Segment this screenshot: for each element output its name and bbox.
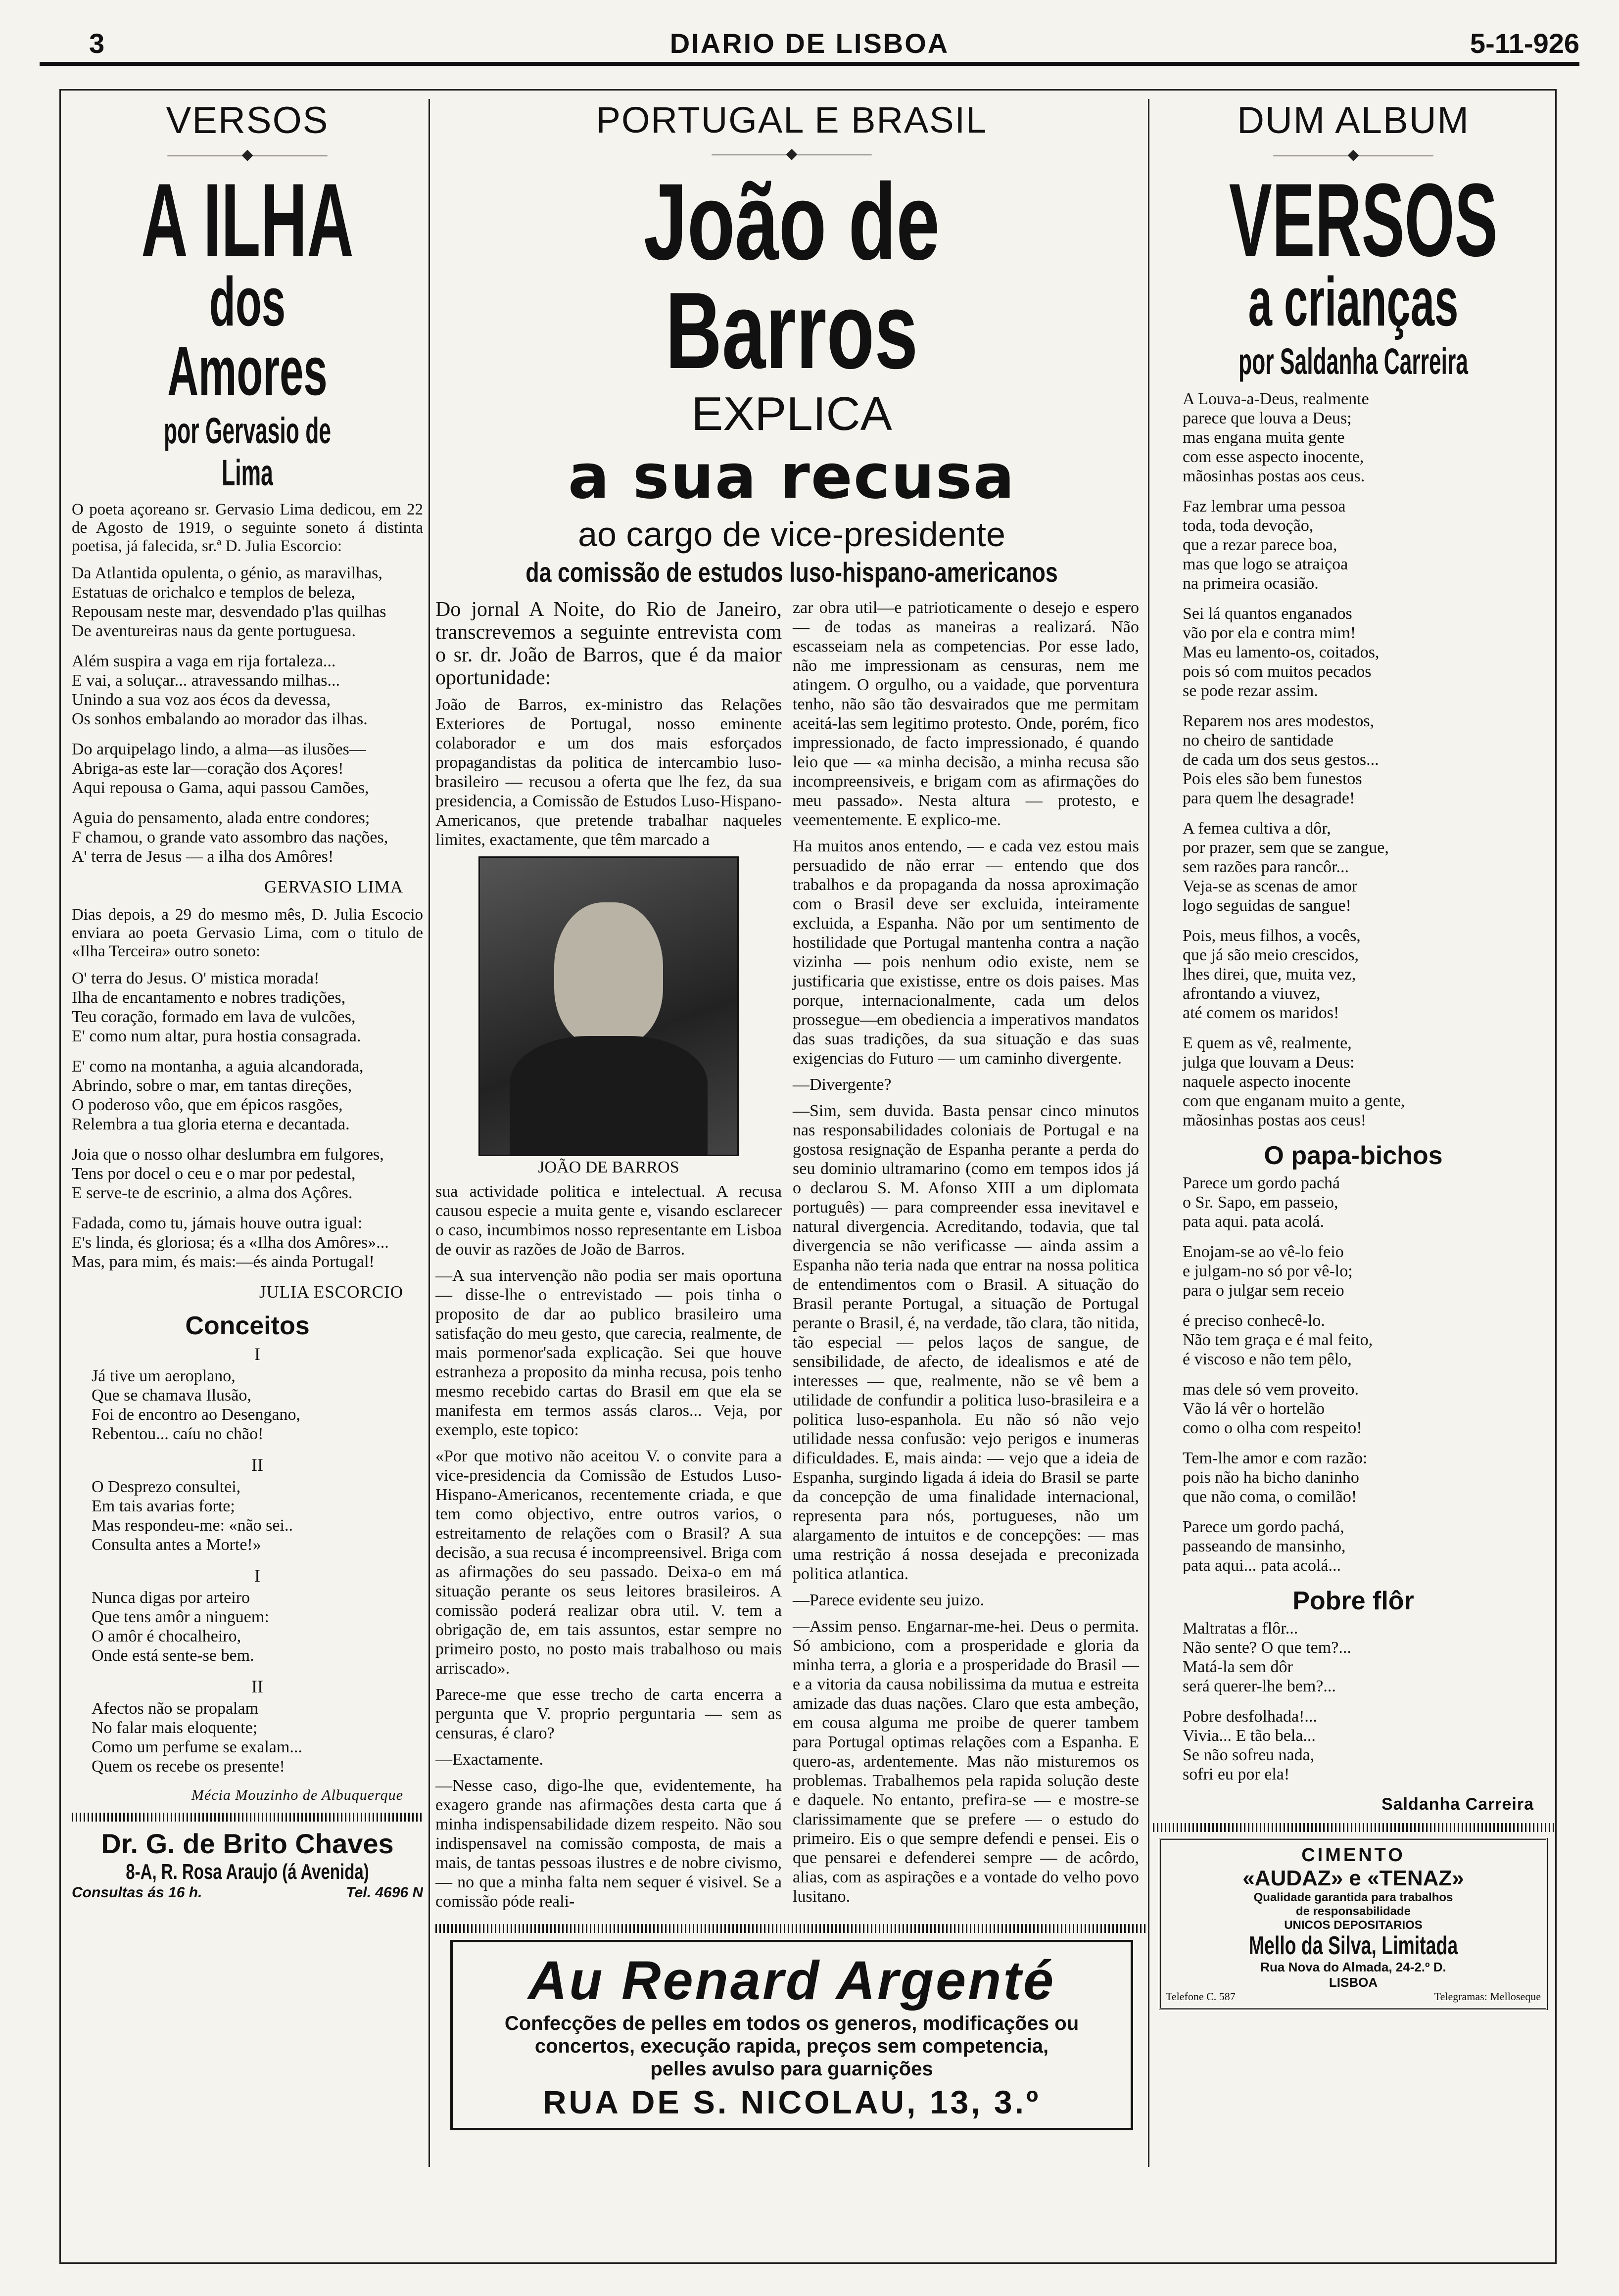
verse-line: Parece um gordo pachá, bbox=[1183, 1518, 1344, 1536]
verse-line: Enojam-se ao vê-lo feio bbox=[1183, 1243, 1344, 1261]
issue-date: 5-11-926 bbox=[1470, 28, 1579, 59]
verse-line: Que se chamava Ilusão, bbox=[92, 1386, 251, 1405]
verse-line: sofri eu por ela! bbox=[1183, 1765, 1290, 1783]
comissao-line: da comissão de estudos luso-hispano-americanos bbox=[525, 557, 1058, 588]
verse-line: o Sr. Sapo, em passeio, bbox=[1183, 1193, 1338, 1212]
verse-line: O poderoso vôo, que em épicos rasgões, bbox=[72, 1096, 343, 1114]
verse-line: Vivia... E tão bela... bbox=[1183, 1727, 1316, 1745]
verse-line: Se não sofreu nada, bbox=[1183, 1746, 1315, 1764]
article-paragraph: —Exactamente. bbox=[435, 1750, 544, 1769]
verse-line: Repousam neste mar, desvendado p'las quilhas bbox=[72, 603, 386, 621]
stanza bbox=[1153, 1619, 1554, 1696]
verse-line: com esse aspecto inocente, bbox=[1183, 448, 1364, 466]
verse-line: que a rezar parece boa, bbox=[1183, 536, 1337, 554]
verse-line: será querer-lhe bem?... bbox=[1183, 1677, 1336, 1695]
poem-number: I bbox=[254, 1566, 260, 1586]
stanza bbox=[1153, 389, 1554, 486]
verse-line: com que enganam muito a gente, bbox=[1183, 1092, 1405, 1110]
explica-line: EXPLICA bbox=[691, 387, 892, 440]
verse-line: Tens por docel o ceu e o mar por pedestal, bbox=[72, 1165, 356, 1183]
recusa-line: a sua recusa bbox=[568, 441, 1016, 513]
ad-address: 8-A, R. Rosa Araujo (á Avenida) bbox=[126, 1860, 369, 1884]
verse-line: Matá-la sem dôr bbox=[1183, 1658, 1293, 1676]
divider bbox=[72, 1813, 423, 1822]
ad-address: RUA DE S. NICOLAU, 13, 3.º bbox=[542, 2084, 1041, 2121]
right-column bbox=[1153, 99, 1554, 2251]
verse-line: Parece um gordo pachá bbox=[1183, 1174, 1340, 1192]
verse-line: Rebentou... caíu no chão! bbox=[92, 1425, 264, 1443]
stanza bbox=[1153, 926, 1554, 1023]
pobre-flor-poem bbox=[1153, 1619, 1554, 1784]
verse-line: Pois eles são bem funestos bbox=[1183, 770, 1362, 788]
sonnet-1 bbox=[72, 563, 423, 866]
verse-line: A Louva-a-Deus, realmente bbox=[1183, 390, 1369, 408]
stanza bbox=[72, 1145, 423, 1203]
verse-line: passeando de mansinho, bbox=[1183, 1537, 1346, 1555]
verse-line: Fadada, como tu, jámais houve outra igual: bbox=[72, 1214, 363, 1232]
ad-footer bbox=[72, 1884, 423, 1901]
portrait-photo bbox=[478, 856, 739, 1156]
stanza bbox=[1153, 1517, 1554, 1575]
ad-phone: Tel. 4696 N bbox=[346, 1884, 423, 1901]
article-paragraph: —A sua intervenção não podia ser mais oportuna — disse-lhe o entrevistado — pois tinha o proposito de dar ao publico brasileiro uma satisfação do meu gesto, que carecia, realmente, de mais pormenor'sada explicação. Sei que houve estranheza a proposito da minha recusa, pois tenho mesmo recebido cartas do Brasil em que ela se manifesta em termos assás claros... Veja, por exemplo, este topico: bbox=[435, 1266, 782, 1440]
verse-line: Além suspira a vaga em rija fortaleza... bbox=[72, 652, 336, 670]
verse-line: logo seguidas de sangue! bbox=[1183, 896, 1351, 915]
ad-city: LISBOA bbox=[1329, 1974, 1378, 1990]
center-column bbox=[435, 99, 1148, 2251]
verse-line: parece que louva a Deus; bbox=[1183, 409, 1352, 427]
verse-line: Estatuas de orichalco e templos de beleza, bbox=[72, 583, 356, 602]
verse-line: Veja-se as scenas de amor bbox=[1183, 877, 1358, 895]
right-subheadline: a crianças bbox=[1248, 263, 1459, 340]
article-paragraph: zar obra util—e patrioticamente o desejo e espero— de todas as maneiras a realizará. Não escasseiam nela as competencias. Por esse lado, não me impressionam as censuras, nem me atingem. O orgulho, ou a vaidade, que porventura tenho, não são tão desvairados que me permitam aceitá-las sem legitimo protesto. Onde, porém, fico impressionado, de facto impressionado, é quando leio que — «a minha decisão, a minha recusa são incompreensiveis, e brigam com as afirmações do meu passado». Nesta altura — protesto, e veementemente. E explico-me. bbox=[793, 599, 1139, 830]
verse-line: Relembra a tua gloria eterna e decantada. bbox=[72, 1115, 350, 1133]
verse-line: pata aqui... pata acolá... bbox=[1183, 1556, 1341, 1575]
verse-line: A' terra de Jesus — a ilha dos Amôres! bbox=[72, 847, 334, 866]
newspaper-title: DIARIO DE LISBOA bbox=[669, 28, 950, 59]
verse-line: mãosinhas postas aos ceus. bbox=[1183, 467, 1365, 485]
left-intro: O poeta açoreano sr. Gervasio Lima dedicou, em 22 de Agosto de 1919, o seguinte soneto á distinta poetisa, já falecida, sr.ª D. Julia Escorcio: bbox=[72, 501, 423, 555]
verse-line: julga que louvam a Deus: bbox=[1183, 1053, 1355, 1072]
verse-line: Joia que o nosso olhar deslumbra em fulgores, bbox=[72, 1145, 384, 1164]
verse-line: E' como na montanha, a aguia alcandorada, bbox=[72, 1057, 364, 1076]
masthead bbox=[40, 27, 1579, 66]
ornament: —————◆————— bbox=[167, 146, 328, 163]
article-paragraph: Parece-me que esse trecho de carta encerra a pergunta que V. proprio perguntaria — sem as censuras, é claro? bbox=[435, 1686, 782, 1743]
right-kicker: DUM ALBUM bbox=[1237, 99, 1470, 141]
stanza bbox=[1153, 1380, 1554, 1438]
verse-line: sem razões para rancôr... bbox=[1183, 858, 1349, 876]
verse-line: Pois, meus filhos, a vocês, bbox=[1183, 927, 1361, 945]
poem-number: II bbox=[251, 1677, 263, 1696]
verse-line: afrontando a viuvez, bbox=[1183, 984, 1321, 1003]
verse-line: Afectos não se propalam bbox=[92, 1699, 259, 1718]
verse-line: por prazer, sem que se zangue, bbox=[1183, 839, 1389, 857]
verse-line: Sei lá quantos enganados bbox=[1183, 605, 1352, 623]
verse-line: Reparem nos ares modestos, bbox=[1183, 712, 1375, 730]
verse-line: Abrindo, sobre o mar, em tantas direções, bbox=[72, 1077, 352, 1095]
verse-line: no cheiro de santidade bbox=[1183, 731, 1333, 750]
center-kicker: PORTUGAL E BRASIL bbox=[596, 99, 988, 141]
verse-line: Teu coração, formado em lava de vulcões, bbox=[72, 1008, 356, 1026]
verse-line: de cada um dos seus gestos... bbox=[1183, 750, 1379, 769]
article-paragraph: —Parece evidente seu juizo. bbox=[793, 1591, 985, 1610]
article-paragraph: João de Barros, ex-ministro das Relações Exteriores de Portugal, nosso eminente colaborador e um dos mais esforçados propagandistas da politica de intercambio luso-brasileiro — recusou a oferta que lhe fez, da sua presidencia, a Comissão de Estudos Luso-Hispano-Americanos, que pretende trabalhar naqueles limites, exactamente, que têm marcado a bbox=[435, 696, 782, 849]
verse-line: Não tem graça e é mal feito, bbox=[1183, 1331, 1373, 1349]
ad-line: Qualidade garantida para trabalhos bbox=[1253, 1891, 1453, 1904]
article-col-1 bbox=[435, 598, 782, 1918]
ad-line: CIMENTO bbox=[1301, 1845, 1405, 1866]
stanza bbox=[1153, 1311, 1554, 1369]
stanza bbox=[92, 1699, 423, 1776]
ornament: —————◆————— bbox=[712, 145, 872, 162]
stanza bbox=[92, 1477, 423, 1554]
right-headline: VERSOS bbox=[1229, 162, 1498, 278]
verse-line: Foi de encontro ao Desengano, bbox=[92, 1406, 301, 1424]
verse-line: Não sente? O que tem?... bbox=[1183, 1639, 1351, 1657]
article-paragraph: Ha muitos anos entendo, — e cada vez estou mais persuadido de não errar — entendo que dos trabalhos e da propaganda da nossa aproximação com o Brasil deve ser excluida, inteiramente excluida, a Espanha. Não por um sentimento de hostilidade que Portugal mantenha contra a nação vizinha — pois nenhum odio existe, nem se justificaria que existisse, entre os dois paises. Mas porque, internacionalmente, cada um delos prossegue—em obediencia a imperativos mandatos das suas tradições, da sua situação e das suas exigencias do Futuro — um caminho divergente. bbox=[793, 837, 1139, 1068]
right-byline: por Saldanha Carreira bbox=[1238, 341, 1468, 382]
verse-line: O' terra do Jesus. O' mistica morada! bbox=[72, 969, 320, 987]
doctor-ad bbox=[72, 1827, 423, 1901]
stanza bbox=[72, 563, 423, 641]
stanza bbox=[1153, 819, 1554, 915]
conceitos-poems bbox=[72, 1344, 423, 1776]
stanza bbox=[1153, 1707, 1554, 1784]
ad-line: de responsabilidade bbox=[1295, 1905, 1411, 1918]
stanza bbox=[1153, 1173, 1554, 1231]
verse-line: Faz lembrar uma pessoa bbox=[1183, 497, 1346, 515]
page-number: 3 bbox=[89, 28, 105, 59]
verse-line: Em tais avarias forte; bbox=[92, 1497, 235, 1515]
left-subheadline: dos Amores bbox=[167, 263, 328, 410]
article-paragraph: —Nesse caso, digo-lhe que, evidentemente, ha exagero grande nas afirmações desta carta que á minha indispensabilidade dizem respeito. Não sou indispensavel na comissão composta, de mais a mais, de tantas pessoas ilustres e de nobre civismo, — no que a minha falta nem sequer é visivel. Se a comissão póde reali- bbox=[435, 1777, 782, 1911]
divider bbox=[435, 1924, 1148, 1933]
stanza bbox=[92, 1588, 423, 1665]
left-kicker: VERSOS bbox=[166, 99, 329, 141]
verse-line: mas dele só vem proveito. bbox=[1183, 1380, 1359, 1399]
verse-line: De aventureiras naus da gente portuguesa. bbox=[72, 622, 356, 640]
ornament: —————◆————— bbox=[1273, 146, 1433, 163]
stanza bbox=[72, 808, 423, 866]
stanza bbox=[72, 740, 423, 797]
article-lead: Do jornal A Noite, do Rio de Janeiro, transcrevemos a seguinte entrevista com o sr. dr. João de Barros, que é da maior oportunidade: bbox=[435, 598, 782, 690]
verse-line: E vai, a soluçar... atravessando milhas... bbox=[72, 671, 340, 690]
stanza bbox=[72, 1057, 423, 1134]
ad-address: Rua Nova do Almada, 24-2.º D. bbox=[1260, 1959, 1446, 1974]
verse-line: é viscoso e não tem pêlo, bbox=[1183, 1350, 1352, 1368]
ad-hours: Consultas ás 16 h. bbox=[72, 1884, 202, 1901]
center-headline: João de Barros bbox=[643, 161, 940, 391]
article-paragraph: —Assim penso. Engarnar-me-hei. Deus o permita. Só ambiciono, com a prosperidade e gloria da minha terra, a gloria e a prosperidade do Brasil — e a vitoria da causa nobilissima da mutua e estreita amizade das duas nações. Claro que esta ambeção, em cousa alguma me proibe de querer tambem para Portugal optimas relações com a Espanha. E quero-as, ardentemente. Mas não misturemos os problemas. Trabalhemos pela rapida solução deste e daquele. No entanto, prefira-se — e mostre-se clarissimamente que se prefere — o estudo do primeiro. Eis o que sempre defendi e pensei. Eis o que pensarei e defenderei sempre — de acôrdo, alias, com as aspirações e a vontade do velho povo lusitano. bbox=[793, 1617, 1139, 1906]
verse-line: Que tens amôr a ninguem: bbox=[92, 1608, 269, 1626]
ad-desc: Confecções de pelles em todos os generos, modificações ou bbox=[504, 2013, 1079, 2035]
portrait-face bbox=[554, 902, 663, 1046]
divider bbox=[1153, 1823, 1554, 1832]
verse-line: na primeira ocasião. bbox=[1183, 574, 1319, 593]
signature: GERVASIO LIMA bbox=[264, 877, 403, 896]
photo-caption: JOÃO DE BARROS bbox=[538, 1158, 679, 1177]
ad-desc: concertos, execução rapida, preços sem competencia, bbox=[534, 2035, 1049, 2058]
papa-bichos-poem bbox=[1153, 1173, 1554, 1575]
verse-line: mãosinhas postas aos ceus! bbox=[1183, 1111, 1367, 1129]
portrait-body bbox=[510, 1036, 708, 1155]
louva-deus-poem bbox=[1153, 389, 1554, 1130]
column-rule bbox=[1148, 99, 1149, 2167]
signature: JULIA ESCORCIO bbox=[259, 1282, 403, 1302]
verse-line: que não coma, o comilão! bbox=[1183, 1488, 1357, 1506]
verse-line: que já são meio crescidos, bbox=[1183, 946, 1359, 964]
article-paragraph: «Por que motivo não aceitou V. o convite para a vice-presidencia da Comissão de Estudos Luso-Hispano-Americanos, recentemente criada, e que tem como objectivo, entre outros varios, o estreitamento de relações com o Brasil? A sua decisão, a sua recusa é incompreensivel. Briga com as afirmações do seu passado. Deixa-o em má situação perante os seus leitores brasileiros. A comissão poderá realizar obra util. V. tem a obrigação de, em tais assuntos, estar sempre no primeiro posto, no posto mais trabalhoso ou mais arriscado». bbox=[435, 1447, 782, 1678]
verse-line: Pobre desfolhada!... bbox=[1183, 1707, 1317, 1726]
verse-line: mas que logo se atraiçoa bbox=[1183, 555, 1348, 573]
verse-line: Aqui repousa o Gama, aqui passou Camões, bbox=[72, 779, 369, 797]
ad-name: Dr. G. de Brito Chaves bbox=[101, 1828, 394, 1859]
sonnet-2 bbox=[72, 969, 423, 1271]
verse-line: Maltratas a flôr... bbox=[1183, 1619, 1298, 1638]
stanza bbox=[1153, 1449, 1554, 1506]
poem-number: II bbox=[251, 1455, 263, 1475]
cimento-ad bbox=[1159, 1838, 1548, 2010]
stanza bbox=[72, 969, 423, 1046]
ad-line: UNICOS DEPOSITARIOS bbox=[1284, 1919, 1423, 1932]
verse-line: Como um perfume se exalam... bbox=[92, 1738, 302, 1756]
verse-line: Os sonhos embalando ao morador das ilhas. bbox=[72, 710, 368, 728]
stanza bbox=[1153, 604, 1554, 701]
ad-contact bbox=[1166, 1990, 1541, 2003]
signature: Saldanha Carreira bbox=[1381, 1795, 1534, 1814]
column-rule bbox=[429, 99, 430, 2167]
verse-line: pois só com muitos pecados bbox=[1183, 662, 1372, 681]
renard-ad bbox=[450, 1940, 1133, 2130]
left-intro-2: Dias depois, a 29 do mesmo mês, D. Julia Escocio enviara ao poeta Gervasio Lima, com o titulo de «Ilha Terceira» outro soneto: bbox=[72, 906, 423, 960]
papa-bichos-heading: O papa-bichos bbox=[1264, 1141, 1443, 1170]
ad-brand: Au Renard Argenté bbox=[527, 1950, 1056, 2012]
verse-line: F chamou, o grande vato assombro das nações, bbox=[72, 828, 388, 846]
verse-line: mas engana muita gente bbox=[1183, 428, 1345, 447]
verse-line: Onde está sente-se bem. bbox=[92, 1646, 254, 1665]
left-headline: A ILHA bbox=[141, 162, 354, 278]
ad-company: Mello da Silva, Limitada bbox=[1248, 1931, 1458, 1960]
stanza bbox=[72, 1214, 423, 1271]
verse-line: se pode rezar assim. bbox=[1183, 682, 1318, 700]
verse-line: Da Atlantida opulenta, o génio, as maravilhas, bbox=[72, 564, 382, 582]
stanza bbox=[1153, 711, 1554, 808]
verse-line: até comem os maridos! bbox=[1183, 1004, 1339, 1022]
verse-line: Quem os recebe os presente! bbox=[92, 1757, 285, 1776]
verse-line: Tem-lhe amor e com razão: bbox=[1183, 1449, 1368, 1467]
verse-line: Nunca digas por arteiro bbox=[92, 1589, 250, 1607]
ad-line: «AUDAZ» e «TENAZ» bbox=[1242, 1866, 1464, 1890]
verse-line: lhes direi, que, muita vez, bbox=[1183, 965, 1356, 984]
verse-line: pois não ha bicho daninho bbox=[1183, 1468, 1359, 1487]
verse-line: E serve-te de escrinio, a alma dos Açôres. bbox=[72, 1184, 353, 1202]
article-paragraph: sua actividade politica e intelectual. A recusa causou especie a muita gente e, visando esclarecer o caso, incumbimos nosso representante em Lisboa de ouvir as razões de João de Barros. bbox=[435, 1182, 782, 1259]
stanza bbox=[1153, 497, 1554, 593]
verse-line: No falar mais eloquente; bbox=[92, 1719, 258, 1737]
article-col-2 bbox=[793, 598, 1139, 1918]
stanza bbox=[1153, 1033, 1554, 1130]
verse-line: E quem as vê, realmente, bbox=[1183, 1034, 1352, 1052]
verse-line: como o olha com respeito! bbox=[1183, 1419, 1362, 1437]
verse-line: para quem lhe desagrade! bbox=[1183, 789, 1355, 807]
left-column bbox=[72, 99, 423, 2251]
poem-number: I bbox=[254, 1344, 260, 1364]
verse-line: para o julgar sem receio bbox=[1183, 1281, 1344, 1300]
verse-line: toda, toda devoção, bbox=[1183, 516, 1314, 535]
verse-line: Aguia do pensamento, alada entre condores; bbox=[72, 809, 370, 827]
verse-line: Abriga-as este lar—coração dos Açores! bbox=[72, 759, 344, 778]
verse-line: Vão lá vêr o hortelão bbox=[1183, 1400, 1325, 1418]
verse-line: é preciso conhecê-lo. bbox=[1183, 1312, 1325, 1330]
stanza bbox=[92, 1366, 423, 1444]
article-body bbox=[435, 598, 1148, 1918]
cargo-line: ao cargo de vice-presidente bbox=[578, 515, 1005, 554]
ad-telegram: Telegramas: Melloseque bbox=[1434, 1990, 1541, 2003]
pobre-flor-heading: Pobre flôr bbox=[1292, 1587, 1414, 1615]
verse-line: Do arquipelago lindo, a alma—as ilusões— bbox=[72, 740, 366, 758]
verse-line: Mas, para mim, és mais:—és ainda Portugal! bbox=[72, 1253, 375, 1271]
verse-line: Mas eu lamento-os, coitados, bbox=[1183, 643, 1380, 661]
ad-desc: pelles avulso para guarnições bbox=[650, 2058, 933, 2080]
left-byline: por Gervasio de Lima bbox=[163, 410, 332, 493]
verse-line: Consulta antes a Morte!» bbox=[92, 1536, 261, 1554]
verse-line: naquele aspecto inocente bbox=[1183, 1073, 1351, 1091]
verse-line: pata aqui. pata acolá. bbox=[1183, 1213, 1325, 1231]
verse-line: Ilha de encantamento e nobres tradições, bbox=[72, 988, 346, 1007]
verse-line: Já tive um aeroplano, bbox=[92, 1367, 236, 1385]
verse-line: O amôr é chocalheiro, bbox=[92, 1627, 241, 1645]
stanza bbox=[72, 652, 423, 729]
verse-line: E's linda, és gloriosa; és a «Ilha dos Amôres»... bbox=[72, 1233, 389, 1252]
article-paragraph: —Divergente? bbox=[793, 1076, 892, 1094]
signature: Mécia Mouzinho de Albuquerque bbox=[191, 1787, 403, 1803]
verse-line: vão por ela e contra mim! bbox=[1183, 624, 1356, 642]
verse-line: E' como num altar, pura hostia consagrada. bbox=[72, 1027, 361, 1045]
article-paragraph: —Sim, sem duvida. Basta pensar cinco minutos nas responsabilidades coloniais de Portugal e na gostosa resignação de Espanha perante a perda do seu dominio ultramarino (como em tempos idos já o declarou S. M. Afonso XIII a um diplomata português) — para compreender essa inevitavel e natural divergencia. Acreditando, todavia, que tal divergencia se não verificasse — ainda assim a Espanha não teria nada que entrar na nossa politica de entendimentos com o Brasil. A situação do Brasil perante Portugal, a situação de Portugal perante o Brasil, é, na verdade, tão clara, tão nitida, tão especial — pelos laços de sangue, de sensibilidade, de afecto, de idealismos e até de interesses — que, realmente, não se vê bem a utilidade de confundir a politica luso-brasileira e a politica luso-espanhola. Eu não só não vejo utilidade nessa confusão: vejo perigos e inumeras dificuldades. E, mais ainda: — vejo que a ideia de Espanha, surgindo ligada á ideia do Brasil se parte da concepção de uma finalidade internacional, representa para nós, portugueses, não um alargamento de intuitos e de concepções: — mas uma restrição á nossa desejada e preconizada politica atlantica. bbox=[793, 1102, 1139, 1584]
verse-line: e julgam-no só por vê-lo; bbox=[1183, 1262, 1353, 1280]
conceitos-heading: Conceitos bbox=[185, 1312, 310, 1340]
verse-line: O Desprezo consultei, bbox=[92, 1478, 241, 1496]
verse-line: A femea cultiva a dôr, bbox=[1183, 819, 1331, 838]
ad-phone: Telefone C. 587 bbox=[1166, 1990, 1236, 2003]
verse-line: Unindo a sua voz aos écos da devessa, bbox=[72, 691, 331, 709]
stanza bbox=[1153, 1242, 1554, 1300]
verse-line: Mas respondeu-me: «não sei.. bbox=[92, 1516, 293, 1535]
